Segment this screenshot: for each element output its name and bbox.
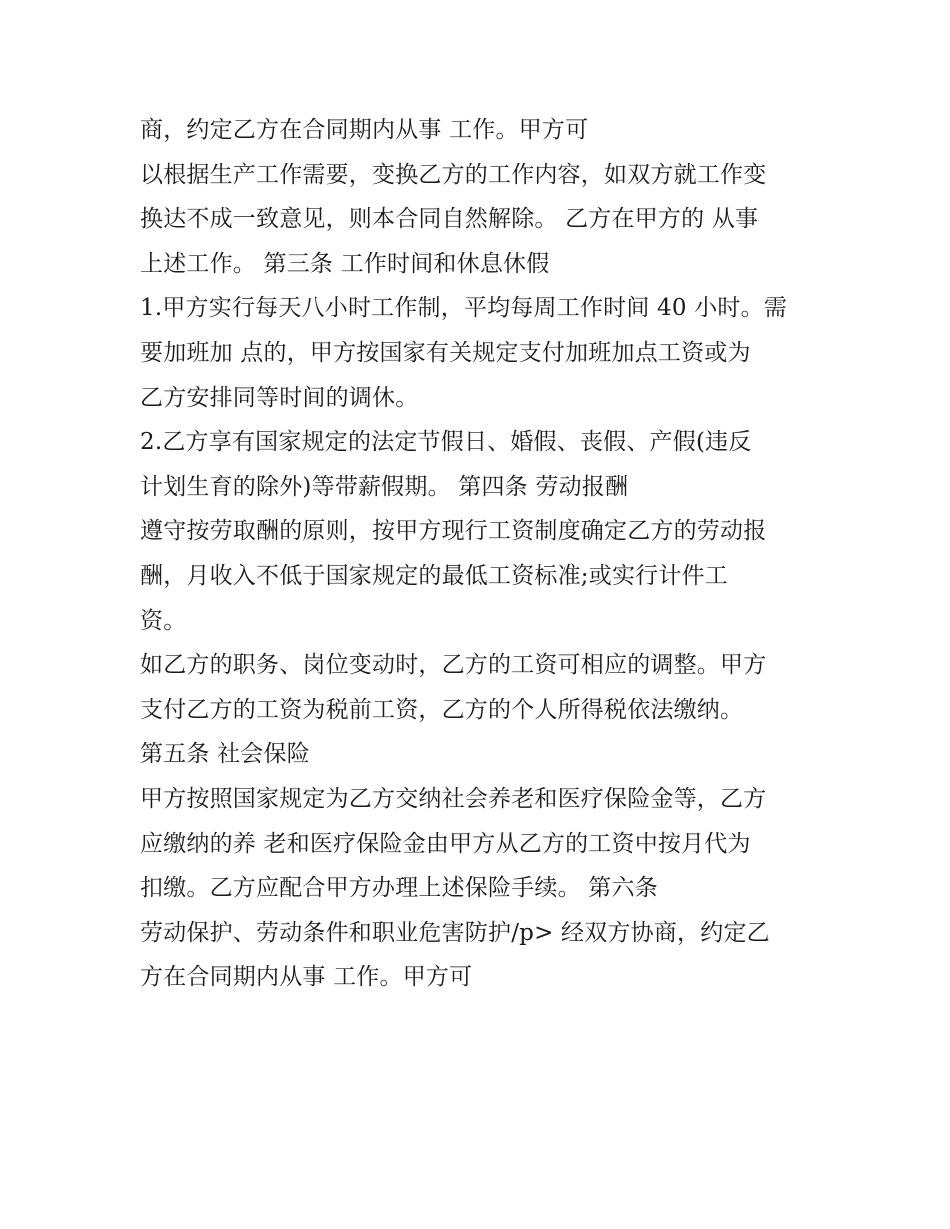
- text-line: 2.乙方享有国家规定的法定节假日、婚假、丧假、产假(违反: [140, 429, 752, 456]
- text-line: 遵守按劳取酬的原则，按甲方现行工资制度确定乙方的劳动报: [140, 518, 767, 545]
- text-line: 乙方安排同等时间的调休。: [140, 384, 419, 411]
- text-line: 扣缴。乙方应配合甲方办理上述保险手续。 第六条: [140, 875, 658, 902]
- text-line: 酬，月收入不低于国家规定的最低工资标准;或实行计件工: [140, 562, 728, 589]
- text-line: 要加班加 点的，甲方按国家有关规定支付加班加点工资或为: [140, 339, 751, 366]
- text-line: 第五条 社会保险: [140, 741, 310, 768]
- text-line: 劳动保护、劳动条件和职业危害防护/p> 经双方协商，约定乙: [140, 919, 770, 946]
- text-line: 甲方按照国家规定为乙方交纳社会养老和医疗保险金等，乙方: [140, 785, 767, 812]
- text-line: 方在合同期内从事 工作。甲方可: [140, 964, 473, 991]
- text-line: 支付乙方的工资为税前工资，乙方的个人所得税依法缴纳。: [140, 696, 744, 723]
- text-line: 资。: [140, 607, 187, 634]
- contract-body-text: [140, 108, 830, 1000]
- text-line: 应缴纳的养 老和医疗保险金由甲方从乙方的工资中按月代为: [140, 830, 751, 857]
- text-line: 如乙方的职务、岗位变动时，乙方的工资可相应的调整。甲方: [140, 652, 767, 679]
- text-line: 上述工作。 第三条 工作时间和休息休假: [140, 250, 550, 277]
- text-line: 计划生育的除外)等带薪假期。 第四条 劳动报酬: [140, 473, 629, 500]
- text-line: 换达不成一致意见，则本合同自然解除。 乙方在甲方的 从事: [140, 206, 759, 233]
- text-line: 以根据生产工作需要，变换乙方的工作内容，如双方就工作变: [140, 161, 767, 188]
- text-line: 1.甲方实行每天八小时工作制，平均每周工作时间 40 小时。需: [140, 295, 788, 322]
- text-line: 商，约定乙方在合同期内从事 工作。甲方可: [140, 117, 589, 143]
